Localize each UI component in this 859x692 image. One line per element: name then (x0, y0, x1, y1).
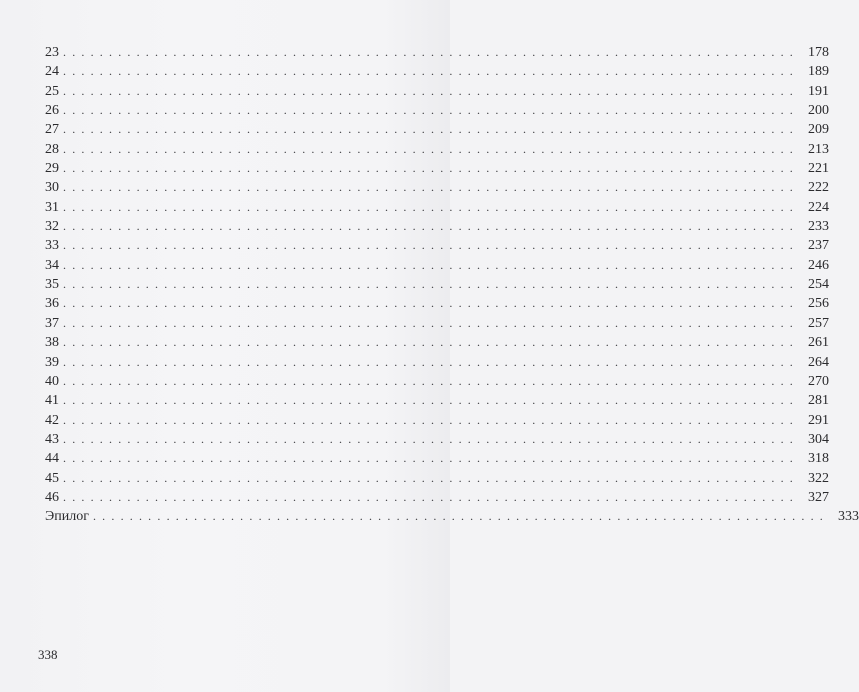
toc-entry-page: 261 (808, 335, 829, 351)
dot-leader: ................................................................................ (63, 335, 799, 350)
toc-entry (45, 449, 829, 468)
toc-entry (45, 140, 829, 159)
dot-leader: ................................................................................ (63, 296, 799, 311)
toc-entry-page: 224 (808, 199, 829, 215)
toc-entry (45, 469, 829, 488)
toc-entry-label: 24 (45, 64, 59, 80)
dot-leader: ................................................................................ (63, 199, 799, 214)
toc-entry-label: 27 (45, 122, 59, 138)
toc-entry-label: 23 (45, 45, 59, 60)
toc-entry (45, 62, 829, 81)
dot-leader: ................................................................................ (63, 354, 799, 369)
toc-entry-label: 31 (45, 199, 59, 215)
toc-entry (45, 256, 829, 275)
toc-entry (45, 333, 829, 352)
dot-leader: ................................................................................ (63, 83, 799, 98)
toc-entry-page: 291 (808, 412, 829, 428)
dot-leader: ................................................................................ (63, 180, 799, 195)
toc-entry-page: 200 (808, 103, 829, 119)
toc-entry-page: 221 (808, 161, 829, 177)
toc-entry-label: 34 (45, 257, 59, 273)
toc-entry-label: 33 (45, 238, 59, 254)
toc-entry-label: 32 (45, 219, 59, 235)
toc-entry-page: 222 (808, 180, 829, 196)
toc-entry-label: 42 (45, 412, 59, 428)
toc-entry (45, 159, 829, 178)
dot-leader: ................................................................................ (63, 45, 799, 59)
toc-entry-page: 256 (808, 296, 829, 312)
toc-entry-page: 318 (808, 451, 829, 467)
dot-leader: ................................................................................ (63, 431, 799, 446)
toc-entry-page: 178 (808, 45, 829, 60)
toc-entry-label: 25 (45, 83, 59, 99)
toc-entry-page: 213 (808, 141, 829, 157)
page-number: 338 (38, 647, 58, 662)
dot-leader: ................................................................................ (63, 315, 799, 330)
dot-leader: ................................................................................ (63, 161, 799, 176)
toc-entry (45, 198, 829, 217)
toc-entry (45, 507, 859, 526)
toc-entry (45, 294, 829, 313)
toc-entry-page: 333 (837, 509, 859, 525)
toc-entry-page: 189 (808, 64, 829, 80)
toc-entry (45, 372, 829, 391)
toc-entry-label: 30 (45, 180, 59, 196)
toc-entry-label: 29 (45, 161, 59, 177)
dot-leader: ................................................................................ (63, 393, 799, 408)
toc-entry (45, 430, 829, 449)
toc-entry (45, 353, 829, 372)
toc-entry (45, 488, 829, 507)
toc-entry-page: 191 (808, 83, 829, 99)
toc-entry-label: 43 (45, 431, 59, 447)
toc-entry-label: Эпилог (45, 509, 89, 525)
toc-entry-label: 38 (45, 335, 59, 351)
toc-entry-label: 46 (45, 489, 59, 505)
toc-entry-page: 327 (808, 489, 829, 505)
toc-entry-page: 209 (808, 122, 829, 138)
dot-leader: ................................................................................ (63, 412, 799, 427)
dot-leader: ................................................................................ (63, 103, 799, 118)
toc-entry (45, 101, 829, 120)
toc-entry (45, 391, 829, 410)
toc-entry (45, 43, 829, 62)
dot-leader: ................................................................................ (63, 141, 799, 156)
toc-entry-label: 36 (45, 296, 59, 312)
toc-entry-page: 281 (808, 393, 829, 409)
toc-entry-page: 257 (808, 315, 829, 331)
toc-entry-label: 35 (45, 277, 59, 293)
toc-entry-page: 304 (808, 431, 829, 447)
dot-leader: ................................................................................ (63, 277, 799, 292)
toc-entry-label: 28 (45, 141, 59, 157)
toc-entry-label: 44 (45, 451, 59, 467)
toc-entry-label: 39 (45, 354, 59, 370)
toc-entry (45, 275, 829, 294)
toc-entry-page: 233 (808, 219, 829, 235)
toc-entry-label: 45 (45, 470, 59, 486)
toc-entry (45, 82, 829, 101)
toc-entry-label: 40 (45, 373, 59, 389)
dot-leader: ................................................................................ (63, 64, 799, 79)
toc-entry-label: 26 (45, 103, 59, 119)
toc-entry-page: 254 (808, 277, 829, 293)
dot-leader: ................................................................................ (63, 489, 799, 504)
toc-entry-label: 41 (45, 393, 59, 409)
toc-entry-page: 322 (808, 470, 829, 486)
dot-leader: ................................................................................ (63, 451, 799, 466)
table-of-contents (45, 43, 859, 527)
dot-leader: ................................................................................ (92, 509, 829, 524)
toc-entry (45, 314, 829, 333)
dot-leader: ................................................................................ (63, 219, 799, 234)
toc-entry-label: 37 (45, 315, 59, 331)
dot-leader: ................................................................................ (63, 238, 799, 253)
toc-entry (45, 178, 829, 197)
toc-entry (45, 217, 829, 236)
toc-entry-page: 237 (808, 238, 829, 254)
toc-entry (45, 411, 829, 430)
toc-entry-page: 270 (808, 373, 829, 389)
toc-entry-page: 246 (808, 257, 829, 273)
toc-entry (45, 236, 829, 255)
dot-leader: ................................................................................ (63, 257, 799, 272)
dot-leader: ................................................................................ (63, 122, 799, 137)
dot-leader: ................................................................................ (63, 373, 799, 388)
dot-leader: ................................................................................ (63, 470, 799, 485)
toc-entry-page: 264 (808, 354, 829, 370)
toc-entry (45, 120, 829, 139)
